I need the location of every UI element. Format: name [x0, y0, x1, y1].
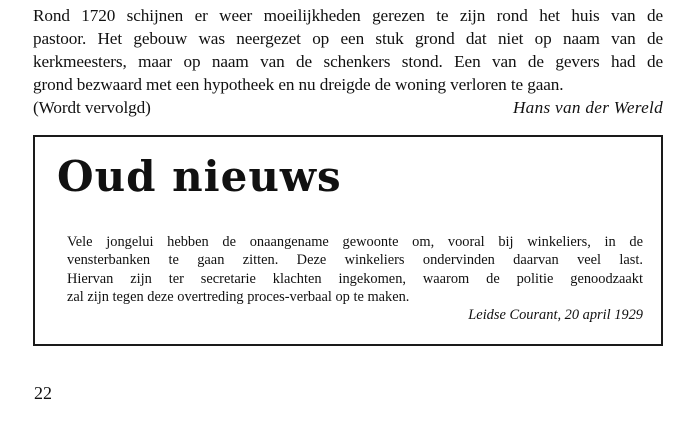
page-number: 22 — [34, 383, 52, 403]
clipping-line: zal zijn tegen deze overtreding proces-verbaal op te maken. — [67, 288, 410, 305]
box-heading: Oud nieuws — [57, 152, 342, 201]
clipping-line: vensterbanken te gaan zitten. Deze winkeliers ondervinden daarvan veel last. — [67, 252, 643, 269]
news-clipping — [67, 233, 643, 324]
clipping-line: Vele jongelui hebben de onaangename gewoonte om, vooral bij winkeliers, in de — [67, 234, 643, 250]
author-name: Hans van der Wereld — [512, 98, 663, 117]
continued-note: (Wordt vervolgd) — [33, 98, 151, 117]
article-line: grond bezwaard met een hypotheek en nu dreigde de woning verloren te gaan. — [33, 75, 564, 94]
clipping-source: Leidse Courant, 20 april 1929 — [468, 307, 643, 324]
article-line: Rond 1720 schijnen er weer moeilijkheden gerezen te zijn rond het huis van de — [33, 6, 663, 25]
clipping-line: Hiervan zijn ter secretarie klachten ingekomen, waarom de politie genoodzaakt — [67, 270, 643, 287]
article-text — [33, 4, 663, 119]
article-line: kerkmeesters, maar op naam van de schenkers stond. Een van de gevers had de — [33, 52, 663, 71]
old-news-box — [33, 135, 663, 346]
signature-row — [33, 96, 663, 119]
article-line: pastoor. Het gebouw was neergezet op een stuk grond dat niet op naam van de — [33, 29, 663, 48]
